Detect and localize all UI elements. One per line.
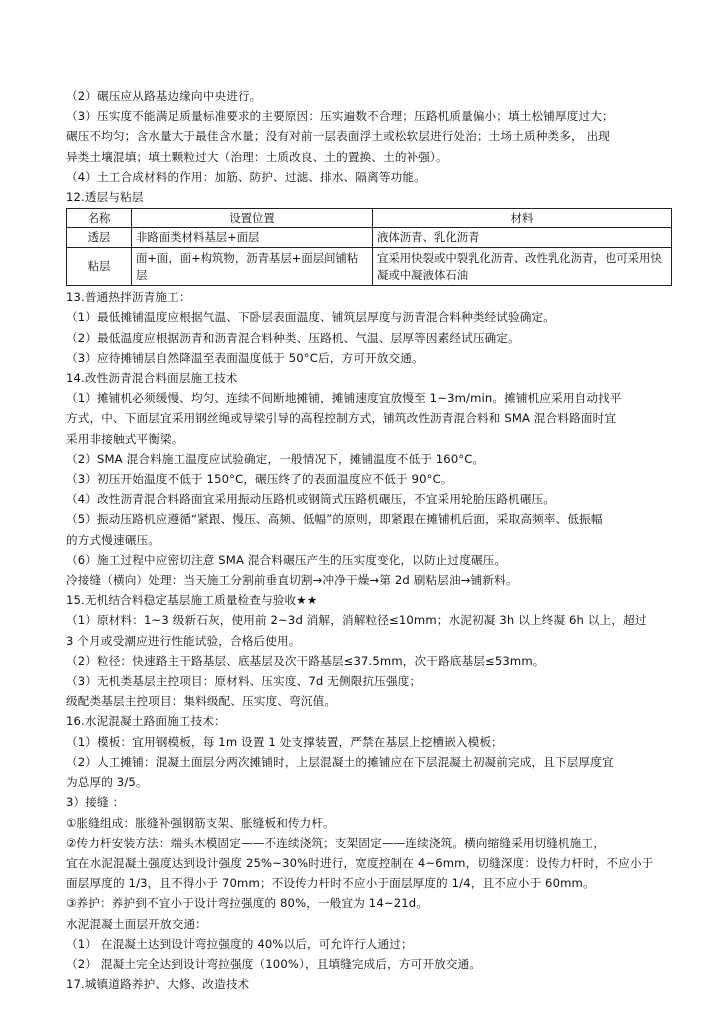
section-b [66, 287, 672, 994]
text-line: （3）应待摊铺层自然降温至表面温度低于 50°C后，方可开放交通。 [66, 350, 424, 365]
text-line: 为总厚的 3/5。 [66, 775, 148, 790]
section-heading: 12.透层与粘层 [66, 190, 144, 205]
table-row [67, 248, 672, 286]
text-line: （3）初压开始温度不低于 150°C，碾压终了的表面温度应不低于 90°C。 [66, 472, 453, 487]
text-line: 碾压不均匀；含水量大于最佳含水量；没有对前一层表面浮土或松软层进行处治；土场土质种类多， 出现 [66, 129, 611, 144]
section-a [66, 86, 672, 207]
text-line: ②传力杆安装方法：端头木模固定——不连续浇筑；支架固定——连续浇筑。横向缩缝采用切缝机施工， [66, 835, 606, 850]
table-cell: 粘层 [67, 248, 132, 286]
text-line: 16.水泥混凝土路面施工技术： [66, 714, 226, 729]
text-line: 方式，中、下面层宜采用钢丝绳或导梁引导的高程控制方式，铺筑改性沥青混合料和 SMA 混合料路面时宜 [66, 411, 617, 426]
text-line: （1）最低摊铺温度应根据气温、下卧层表面温度、铺筑层厚度与沥青混合料种类经试验确定。 [66, 310, 556, 325]
text-line: （3）无机类基层主控项目：原材料、压实度、7d 无侧限抗压强度； [66, 674, 422, 689]
text-line: 采用非接触式平衡梁。 [66, 431, 184, 446]
text-line: （4）改性沥青混合料路面宜采用振动压路机或钢筒式压路机碾压，不宜采用轮胎压路机碾压。 [66, 492, 556, 507]
table-header: 名称 [67, 209, 132, 228]
text-line: 宜在水泥混凝土强度达到设计强度 25%~30%时进行，宽度控制在 4~6mm，切缝深度：设传力杆时，不应小于 [66, 855, 654, 870]
text-line: （2）最低温度应根据沥青和沥青混合料种类、压路机、气温、层厚等因素经试压确定。 [66, 330, 520, 345]
table-cell: 非路面类材料基层+面层 [132, 228, 373, 248]
text-line: （1） 在混凝土达到设计弯拉强度的 40%以后，可允许行人通过； [66, 936, 413, 951]
text-line: 17.城镇道路养护、大修、改造技术 [66, 977, 250, 992]
text-line: （2）人工摊铺：混凝土面层分两次摊铺时，上层混凝土的摊铺应在下层混凝土初凝前完成，且下层厚度宜 [66, 754, 614, 769]
text-line: 15.无机结合料稳定基层施工质量检查与验收★★ [66, 593, 318, 608]
text-line: （4）土工合成材料的作用：加筋、防护、过滤、排水、隔离等功能。 [66, 169, 426, 184]
text-line: 异类土壤混填；填土颗粒过大（治理：土质改良、土的置换、土的补强）。 [66, 149, 448, 164]
table-cell: 面+面，面+构筑物，沥青基层+面层间铺粘层 [132, 248, 373, 286]
text-line: 3）接缝 ： [66, 795, 125, 810]
text-line: （1）模板：宜用钢模板，每 1m 设置 1 处支撑装置，严禁在基层上挖槽嵌入模板； [66, 734, 503, 749]
text-line: 13.普通热拌沥青施工： [66, 290, 191, 305]
text-line: （1）摊铺机必须缓慢、均匀、连续不间断地摊铺，摊铺速度宜放慢至 1~3m/min。摊铺机应采用自动找平 [66, 391, 622, 406]
table-cell: 液体沥青、乳化沥青 [373, 228, 672, 248]
coat-layer-table [66, 208, 672, 286]
text-line: 冷接缝（横向）处理：当天施工分割前垂直切割→冲净干燥→第 2d 刷粘层油→铺新料。 [66, 573, 518, 588]
text-line: （1）原材料：1~3 级新石灰，使用前 2~3d 消解，消解粒径≤10mm；水泥初凝 3h 以上终凝 6h 以上，超过 [66, 613, 647, 628]
text-line: （5）振动压路机应遵循“紧跟、慢压、高频、低幅”的原则，即紧跟在摊铺机后面，采取高频率、低振幅 [66, 512, 603, 527]
text-line: ①胀缝组成：胀缝补强钢筋支架、胀缝板和传力杆。 [66, 815, 335, 830]
text-line: 14.改性沥青混合料面层施工技术 [66, 371, 238, 386]
text-line: （3）压实度不能满足质量标准要求的主要原因：压实遍数不合理；压路机质量偏小；填土松铺厚度过大； [66, 109, 614, 124]
table-header: 材料 [373, 209, 672, 228]
text-line: 水泥混凝土面层开放交通： [66, 916, 207, 931]
text-line: （2）SMA 混合料施工温度应试验确定，一般情况下，摊铺温度不低于 160°C。 [66, 451, 485, 466]
text-line: 级配类基层主控项目：集料级配、压实度、弯沉值。 [66, 694, 337, 709]
table-cell: 透层 [67, 228, 132, 248]
table-row [67, 228, 672, 248]
table-header: 设置位置 [132, 209, 373, 228]
text-line: 的方式慢速碾压。 [66, 532, 160, 547]
table-header-row [67, 209, 672, 228]
table-cell: 宜采用快裂或中裂乳化沥青、改性乳化沥青，也可采用快凝或中凝液体石油 [373, 248, 672, 286]
text-line: （6）施工过程中应密切注意 SMA 混合料碾压产生的压实度变化，以防止过度碾压。 [66, 552, 507, 567]
text-line: （2） 混凝土完全达到设计弯拉强度（100%），且填缝完成后，方可开放交通。 [66, 956, 482, 971]
text-line: 3 个月或受潮应进行性能试验，合格后使用。 [66, 633, 301, 648]
text-line: （2）碾压应从路基边缘向中央进行。 [66, 89, 262, 103]
text-line: 面层厚度的 1/3，且不得小于 70mm；不设传力杆时不应小于面层厚度的 1/4，且不应小于 60mm。 [66, 876, 595, 891]
text-line: ③养护：养护到不宜小于设计弯拉强度的 80%，一般宜为 14~21d。 [66, 896, 429, 911]
text-line: （2）粒径：快速路主干路基层、底基层及次干路基层≤37.5mm，次干路底基层≤53mm。 [66, 653, 545, 668]
